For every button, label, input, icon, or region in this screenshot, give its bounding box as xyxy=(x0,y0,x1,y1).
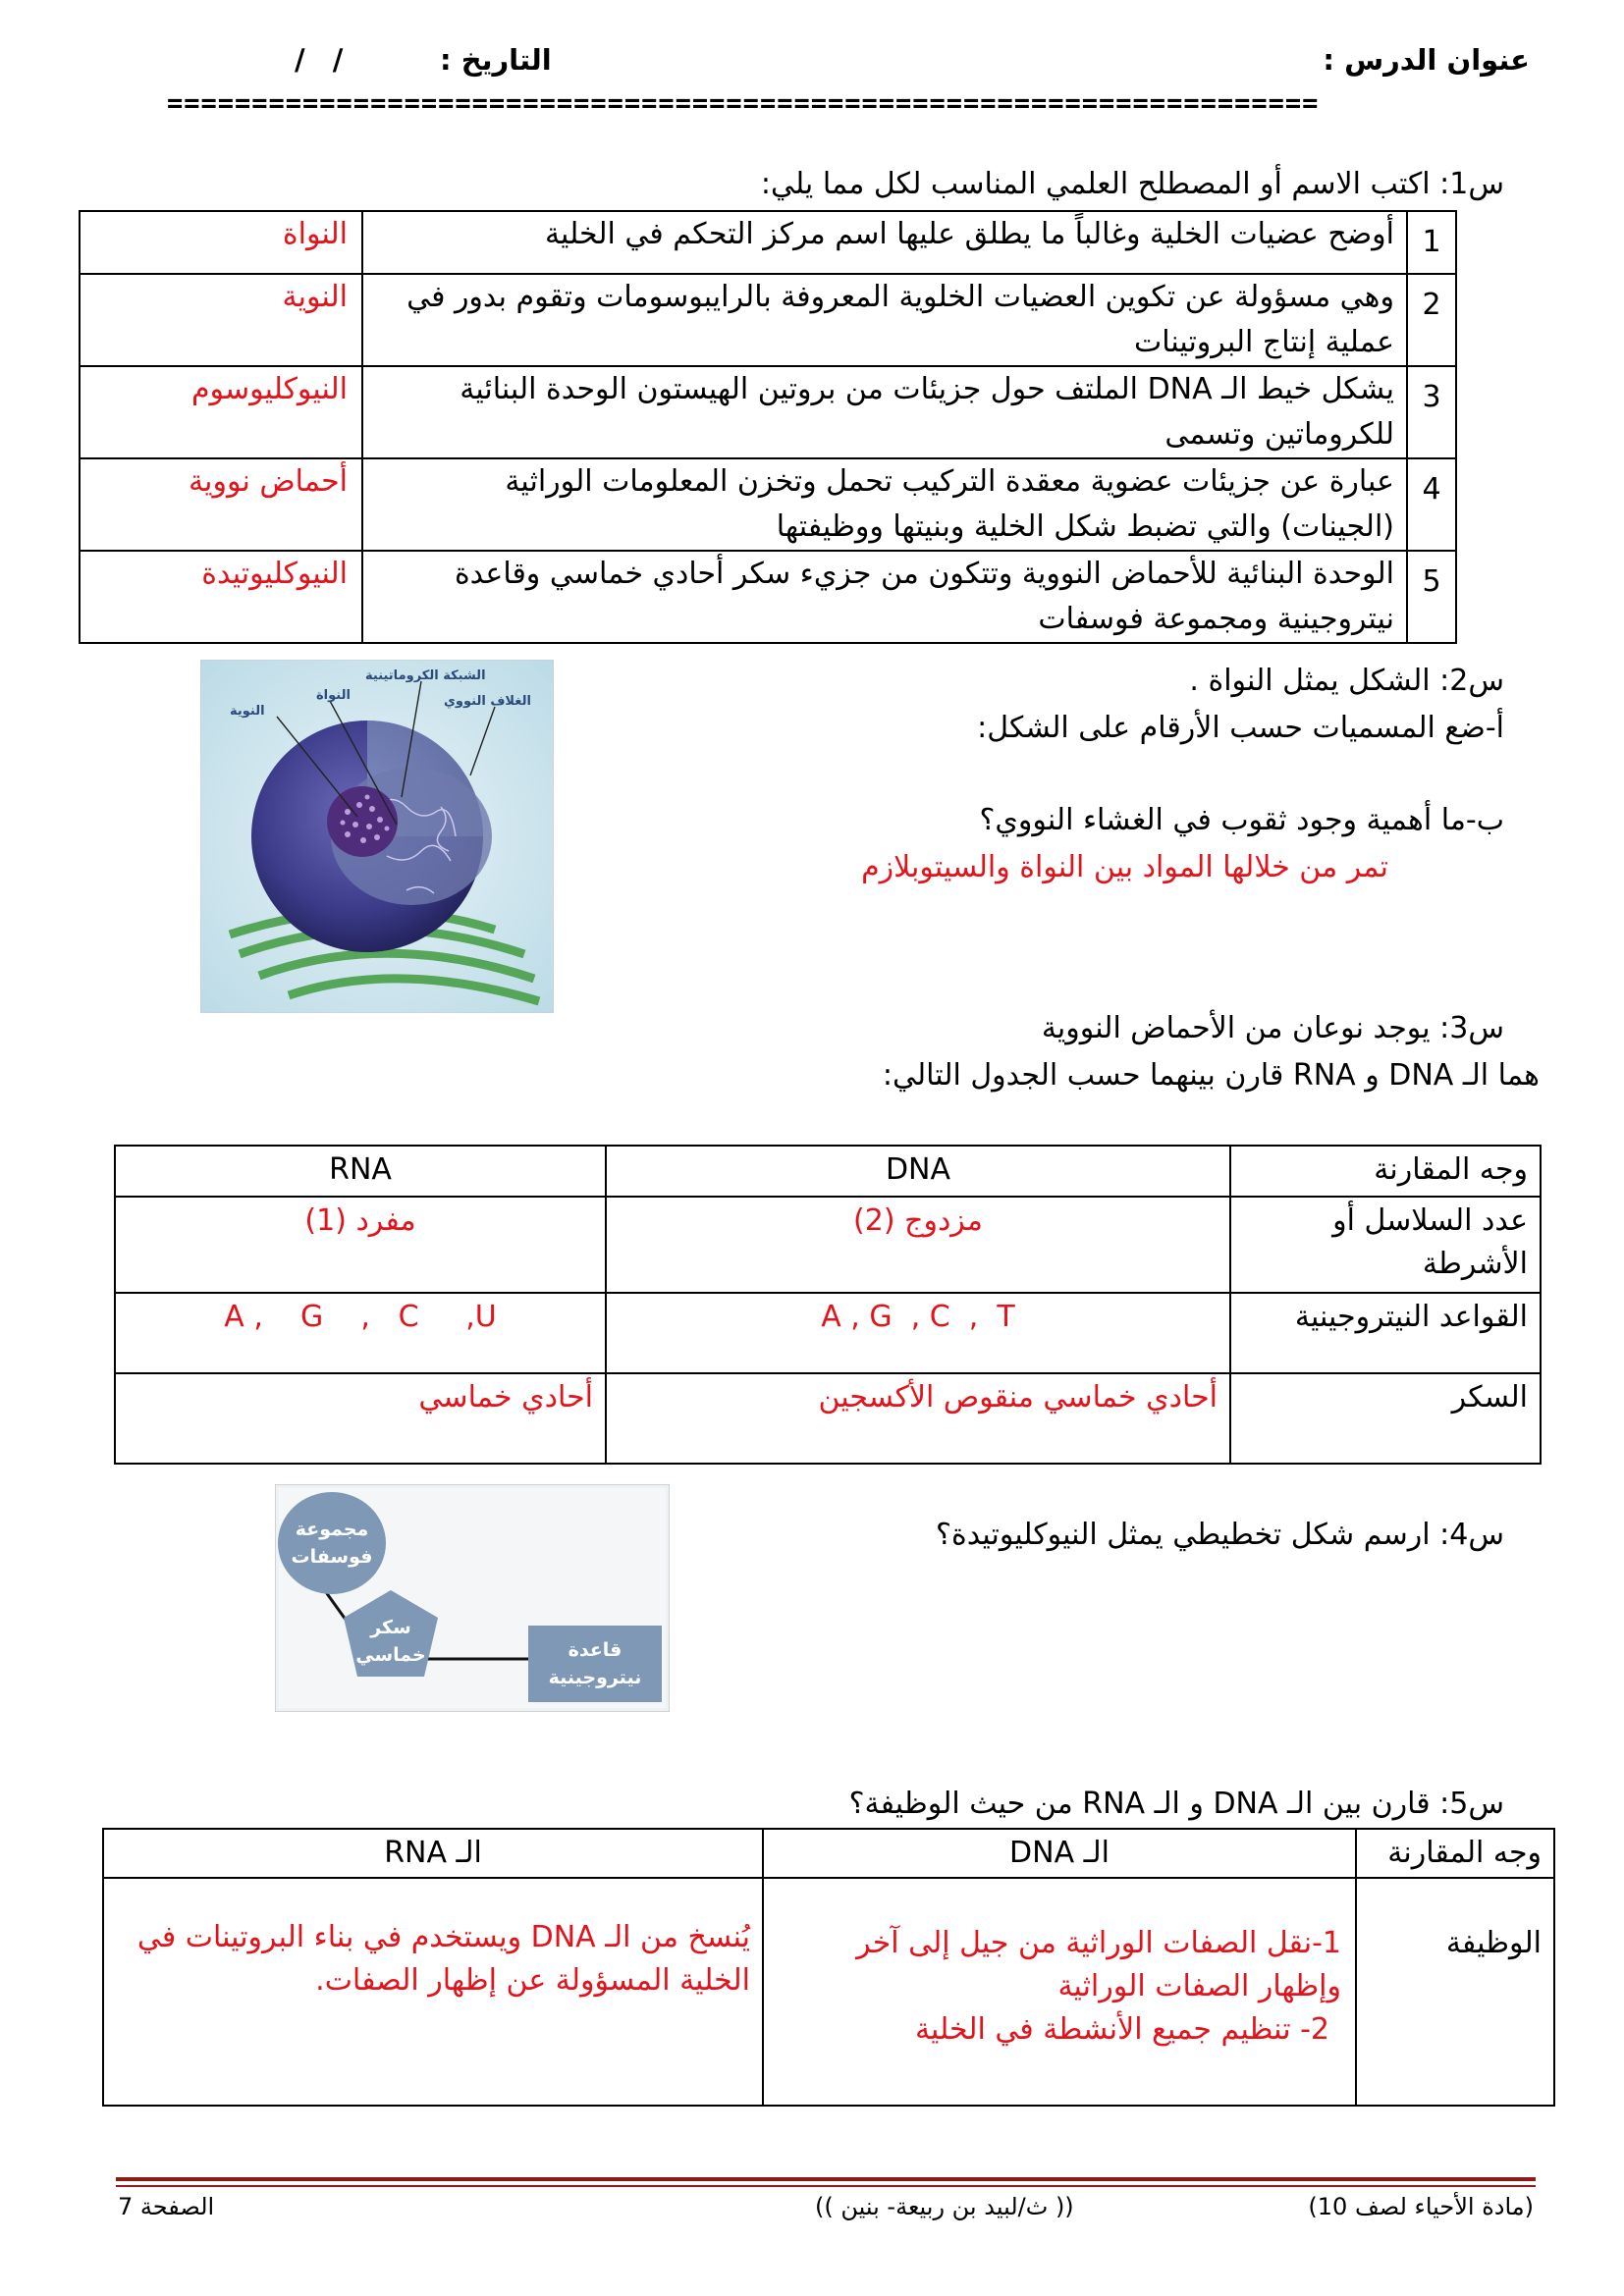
q2-part-b: ب-ما أهمية وجود ثقوب في الغشاء النووي؟ xyxy=(979,803,1504,837)
row-aspect: السكر xyxy=(1230,1373,1541,1464)
col-header-dna: الـ DNA xyxy=(763,1829,1356,1878)
row-answer: النوية xyxy=(80,274,362,366)
table-row xyxy=(80,274,1456,366)
row-aspect: عدد السلاسل أو الأشرطة xyxy=(1230,1197,1541,1293)
row-rna-function: يُنسخ من الـ DNA ويستخدم في بناء البروتينات في الخلية المسؤولة عن إظهار الصفات. xyxy=(103,1878,763,2106)
table-row xyxy=(103,1878,1554,2106)
q1-prompt: س1: اكتب الاسم أو المصطلح العلمي المناسب لكل مما يلي: xyxy=(760,167,1504,201)
header-separator: ==================================================================== xyxy=(167,88,1320,119)
q3-prompt-line1: س3: يوجد نوعان من الأحماض النووية xyxy=(1041,1011,1504,1045)
row-description: أوضح عضيات الخلية وغالباً ما يطلق عليها اسم مركز التحكم في الخلية xyxy=(362,211,1407,274)
footer-subject: (مادة الأحياء لصف 10) xyxy=(1308,2193,1534,2220)
row-dna: مزدوج (2) xyxy=(606,1197,1230,1293)
q5-prompt: س5: قارن بين الـ DNA و الـ RNA من حيث الوظيفة؟ xyxy=(848,1787,1504,1821)
q5-table xyxy=(102,1828,1555,2107)
lesson-title: عنوان الدرس : xyxy=(1323,43,1530,77)
sugar-label-1: سكر xyxy=(370,1617,411,1638)
col-header-aspect: وجه المقارنة xyxy=(1356,1829,1554,1878)
col-header-rna: الـ RNA xyxy=(103,1829,763,1878)
row-function-label: الوظيفة xyxy=(1356,1878,1554,2106)
sugar-label-2: خماسي xyxy=(355,1644,426,1666)
row-dna-function xyxy=(763,1878,1356,2106)
nucleus-label: النواة xyxy=(316,688,351,703)
row-rna: مفرد (1) xyxy=(115,1197,606,1293)
row-rna: A , G , C ,U xyxy=(115,1293,606,1373)
row-answer: النواة xyxy=(80,211,362,274)
dna-function-line-3: 2- تنظيم جميع الأنشطة في الخلية xyxy=(914,2012,1329,2047)
table-row xyxy=(115,1373,1541,1464)
footer-rule xyxy=(116,2177,1536,2181)
table-row xyxy=(80,211,1456,274)
table-row xyxy=(115,1197,1541,1293)
footer-school: (( ث/لبيد بن ربيعة- بنين )) xyxy=(815,2193,1074,2220)
col-header-dna: DNA xyxy=(606,1146,1230,1197)
row-number: 5 xyxy=(1407,551,1456,643)
table-header-row xyxy=(115,1146,1541,1197)
row-dna: أحادي خماسي منقوص الأكسجين xyxy=(606,1373,1230,1464)
base-label-1: قاعدة xyxy=(568,1639,623,1661)
date-label: التاريخ : xyxy=(440,43,552,77)
row-number: 1 xyxy=(1407,211,1456,274)
nucleolus-label: النوية xyxy=(230,704,265,719)
table-row xyxy=(80,458,1456,551)
row-description: الوحدة البنائية للأحماض النووية وتتكون من جزيء سكر أحادي خماسي وقاعدة نيتروجينية ومجموعة فوسفات xyxy=(362,551,1407,643)
row-description: عبارة عن جزيئات عضوية معقدة التركيب تحمل وتخزن المعلومات الوراثية (الجينات) والتي تضبط شكل الخلية وبنيتها ووظيفتها xyxy=(362,458,1407,551)
base-label-2: نيتروجينية xyxy=(548,1667,642,1688)
row-aspect: القواعد النيتروجينية xyxy=(1230,1293,1541,1373)
row-answer: النيوكليوسوم xyxy=(80,366,362,458)
q2-part-a: أ-ضع المسميات حسب الأرقام على الشكل: xyxy=(977,711,1504,745)
col-header-aspect: وجه المقارنة xyxy=(1230,1146,1541,1197)
phosphate-label-1: مجموعة xyxy=(295,1519,369,1540)
dna-function-line-2: وإظهار الصفات الوراثية xyxy=(1057,1969,1341,2003)
table-row xyxy=(115,1293,1541,1373)
row-answer: أحماض نووية xyxy=(80,458,362,551)
table-header-row xyxy=(103,1829,1554,1878)
base-rectangle xyxy=(528,1626,662,1702)
nucleotide-figure xyxy=(275,1484,670,1712)
footer-rule-thin xyxy=(116,2185,1536,2187)
q2-prompt: س2: الشكل يمثل النواة . xyxy=(1189,664,1504,698)
q4-prompt: س4: ارسم شكل تخطيطي يمثل النيوكليوتيدة؟ xyxy=(936,1518,1504,1552)
dna-function-line-1: 1-نقل الصفات الوراثية من جيل إلى آخر xyxy=(856,1926,1341,1960)
row-answer: النيوكليوتيدة xyxy=(80,551,362,643)
q1-table xyxy=(79,210,1457,644)
chromatin-label: الشبكة الكروماتينية xyxy=(365,668,486,683)
row-description: وهي مسؤولة عن تكوين العضيات الخلوية المعروفة بالرايبوسومات وتقوم بدور في عملية إنتاج البروتينات xyxy=(362,274,1407,366)
table-row xyxy=(80,366,1456,458)
nucleotide-diagram xyxy=(275,1484,670,1712)
row-number: 3 xyxy=(1407,366,1456,458)
table-row xyxy=(80,551,1456,643)
row-number: 4 xyxy=(1407,458,1456,551)
date-value: / / xyxy=(295,43,344,77)
row-description: يشكل خيط الـ DNA الملتف حول جزيئات من بروتين الهيستون الوحدة البنائية للكروماتين وتسمى xyxy=(362,366,1407,458)
phosphate-circle xyxy=(278,1492,386,1594)
col-header-rna: RNA xyxy=(115,1146,606,1197)
q2-answer-b: تمر من خلالها المواد بين النواة والسيتوبلازم xyxy=(861,850,1388,884)
row-rna: أحادي خماسي xyxy=(115,1373,606,1464)
phosphate-label-2: فوسفات xyxy=(291,1546,373,1568)
row-dna: A , G , C , T xyxy=(606,1293,1230,1373)
q3-table xyxy=(114,1145,1542,1465)
footer-page-number: الصفحة 7 xyxy=(118,2193,215,2220)
envelope-label: الغلاف النووي xyxy=(444,694,531,709)
nucleus-figure xyxy=(200,660,554,1013)
nucleus-diagram xyxy=(200,660,554,1013)
row-number: 2 xyxy=(1407,274,1456,366)
q3-prompt-line2: هما الـ DNA و RNA قارن بينهما حسب الجدول التالي: xyxy=(882,1058,1540,1093)
nucleolus-shape xyxy=(327,786,398,857)
